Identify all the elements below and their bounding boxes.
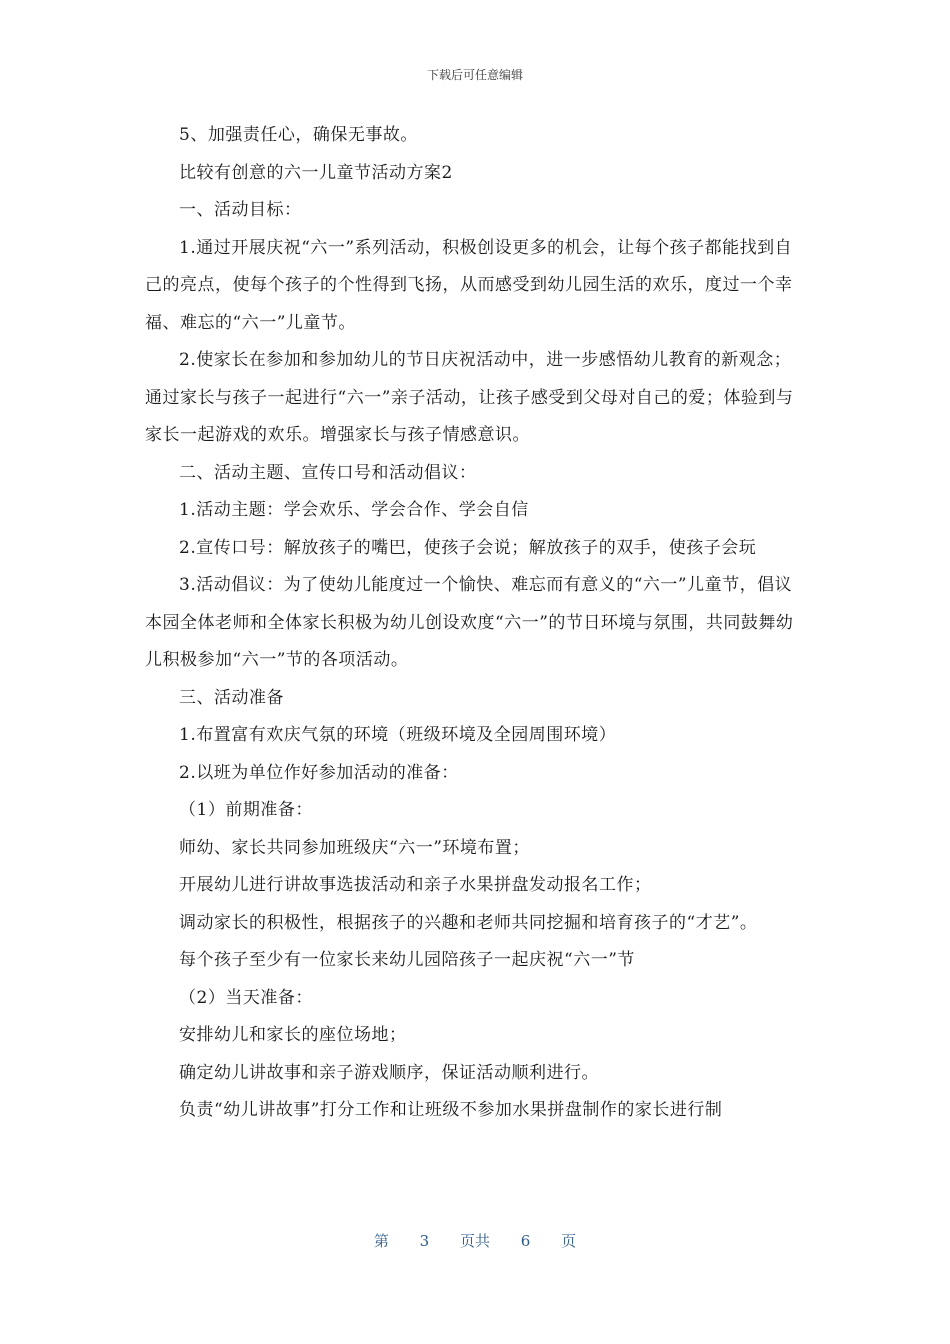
current-page-number: 3 xyxy=(419,1232,430,1250)
heading: 二、活动主题、宣传口号和活动倡议： xyxy=(179,462,477,483)
paragraph: 2.以班为单位作好参加活动的准备： xyxy=(179,762,459,783)
paragraph: （2）当天准备： xyxy=(179,987,313,1008)
section-title: 比较有创意的六一儿童节活动方案2 xyxy=(179,162,453,183)
paragraph: 师幼、家长共同参加班级庆“六一”环境布置； xyxy=(179,837,530,858)
footer-middle: 页共 xyxy=(459,1232,490,1250)
paragraph: （1）前期准备： xyxy=(179,800,313,820)
paragraph: 1.活动主题：学会欢乐、学会合作、学会自信 xyxy=(179,500,529,520)
page-header: 下载后可任意编辑 xyxy=(426,68,523,82)
document-body xyxy=(145,117,805,1130)
paragraph: 负责“幼儿讲故事”打分工作和让班级不参加水果拼盘制作的家长进行制 xyxy=(179,1100,723,1120)
paragraph: 1.布置富有欢庆气氛的环境（班级环境及全园周围环境） xyxy=(179,725,617,745)
paragraph: 确定幼儿讲故事和亲子游戏顺序，保证活动顺利进行。 xyxy=(179,1062,599,1083)
paragraph: 每个孩子至少有一位家长来幼儿园陪孩子一起庆祝“六一”节 xyxy=(179,950,635,970)
paragraph: 调动家长的积极性，根据孩子的兴趣和老师共同挖掘和培育孩子的“才艺”。 xyxy=(179,912,758,933)
paragraph: 3.活动倡议：为了使幼儿能度过一个愉快、难忘而有意义的“六一”儿童节，倡议本园全体老师和全体家长积极为幼儿创设欢度“六一”的节日环境与氛围，共同鼓舞幼儿积极参加“六一”节的各项活动。 xyxy=(145,575,794,670)
page-footer xyxy=(0,1230,950,1251)
paragraph: 1.通过开展庆祝“六一”系列活动，积极创设更多的机会，让每个孩子都能找到自己的亮点，使每个孩子的个性得到飞扬，从而感受到幼儿园生活的欢乐，度过一个幸福、难忘的“六一”儿童节。 xyxy=(145,237,793,333)
paragraph: 5、加强责任心，确保无事故。 xyxy=(179,125,418,145)
paragraph: 2.宣传口号：解放孩子的嘴巴，使孩子会说；解放孩子的双手，使孩子会玩 xyxy=(179,537,757,558)
heading: 一、活动目标： xyxy=(179,200,302,220)
heading: 三、活动准备 xyxy=(179,687,284,708)
footer-prefix: 第 xyxy=(373,1232,389,1250)
total-pages-number: 6 xyxy=(520,1232,531,1250)
paragraph: 开展幼儿进行讲故事选拔活动和亲子水果拼盘发动报名工作； xyxy=(179,875,652,895)
paragraph: 2.使家长在参加和参加幼儿的节日庆祝活动中，进一步感悟幼儿教育的新观念；通过家长与孩子一起进行“六一”亲子活动，让孩子感受到父母对自己的爱；体验到与家长一起游戏的欢乐。增强家长与孩子情感意识。 xyxy=(145,350,794,445)
footer-suffix: 页 xyxy=(561,1232,577,1250)
paragraph: 安排幼儿和家长的座位场地； xyxy=(179,1025,407,1045)
